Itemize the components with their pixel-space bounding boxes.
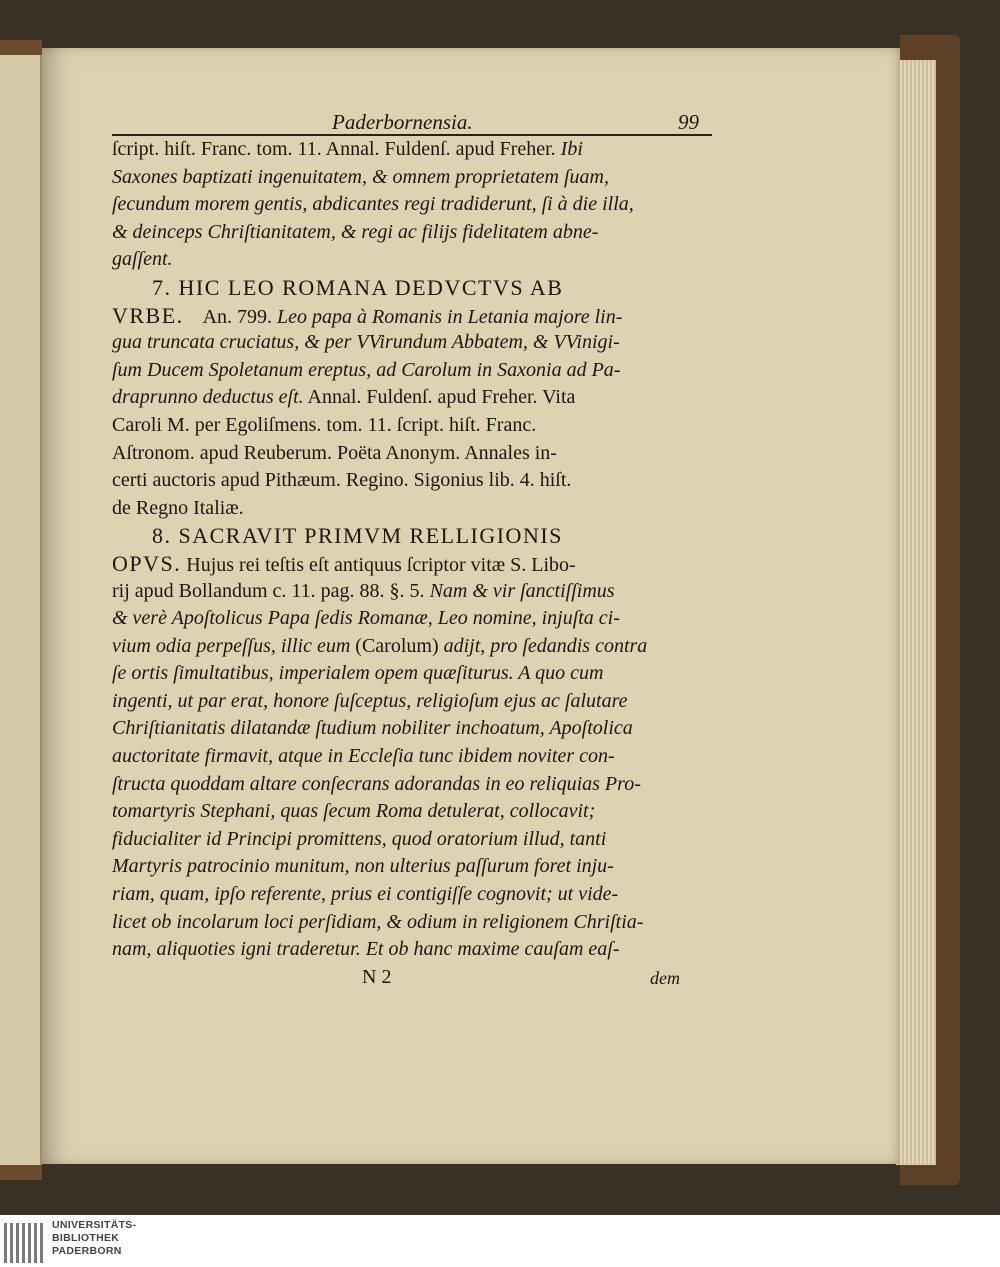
text-line: vium odia perpeſſus, illic eum (Carolum) adijt, pro ſedandis contra — [112, 634, 648, 657]
library-name-line-1: UNIVERSITÄTS- — [52, 1219, 137, 1231]
catchword: dem — [650, 967, 680, 988]
text-line: riam, quam, ipſo referente, prius ei contigiſſe cognovit; ut vide- — [112, 883, 619, 906]
text-line: rij apud Bollandum c. 11. pag. 88. §. 5. Nam & vir ſanctiſſimus — [112, 579, 615, 602]
text-line: ſtructa quoddam altare conſecrans adorandas in eo reliquias Pro- — [112, 772, 641, 795]
text-line: VRBE. An. 799. Leo papa à Romanis in Letania majore lin- — [112, 302, 623, 328]
text-line: Aſtronom. apud Reuberum. Poëta Anonym. Annales in- — [112, 441, 557, 464]
page-edges — [896, 60, 936, 1165]
library-name-line-2: BIBLIOTHEK — [52, 1232, 120, 1244]
text-line: ingenti, ut par erat, honore ſuſceptus, religioſum ejus ac ſalutare — [112, 689, 628, 712]
running-head: Paderbornensia. — [332, 110, 473, 134]
text-line: Saxones baptizati ingenuitatem, & omnem proprietatem ſuam, — [112, 165, 609, 188]
text-line: fiducialiter id Principi promittens, quod oratorium illud, tanti — [112, 827, 607, 850]
text-line: ſe ortis ſimultatibus, imperialem opem quæſiturus. A quo cum — [112, 662, 604, 685]
text-line: auctoritate firmavit, atque in Eccleſia tunc ibidem noviter con- — [112, 745, 615, 768]
text-line: & deinceps Chriſtianitatem, & regi ac filijs fidelitatem abne- — [112, 220, 599, 243]
text-line: OPVS. Hujus rei teſtis eſt antiquus ſcriptor vitæ S. Libo- — [112, 550, 576, 576]
library-name — [52, 1219, 136, 1258]
library-name-line-3: PADERBORN — [52, 1245, 122, 1257]
library-logo-icon — [0, 1219, 44, 1263]
text-line: ſcript. hiſt. Franc. tom. 11. Annal. Fuldenſ. apud Freher. Ibi — [112, 138, 583, 160]
library-footer — [0, 1215, 1000, 1267]
text-line: certi auctoris apud Pithæum. Regino. Sigonius lib. 4. hiſt. — [112, 469, 572, 492]
text-block — [112, 108, 712, 996]
text-line: licet ob incolarum loci perſidiam, & odium in religionem Chriſtia- — [112, 910, 644, 933]
previous-page-edge — [0, 55, 42, 1165]
text-line: Caroli M. per Egoliſmens. tom. 11. ſcript. hiſt. Franc. — [112, 413, 537, 436]
header-rule — [112, 134, 712, 136]
text-line: 8. SACRAVIT PRIMVM RELLIGIONIS — [152, 523, 563, 549]
text-line: Martyris patrocinio munitum, non ulterius paſſurum foret inju- — [112, 855, 614, 878]
text-line: 7. HIC LEO ROMANA DEDVCTVS AB — [152, 274, 564, 300]
text-line: nam, aliquoties igni traderetur. Et ob hanc maxime cauſam eaſ- — [112, 938, 620, 961]
text-line: ſecundum morem gentis, abdicantes regi tradiderunt, ſi à die illa, — [112, 193, 634, 216]
signature-mark: N 2 — [362, 965, 392, 988]
text-line: gua truncata cruciatus, & per VVirundum Abbatem, & VVinigi- — [112, 331, 620, 354]
text-line: ſum Ducem Spoletanum ereptus, ad Carolum in Saxonia ad Pa- — [112, 358, 621, 381]
text-line: de Regno Italiæ. — [112, 496, 244, 519]
page-footer — [112, 964, 712, 996]
text-line: gaſſent. — [112, 248, 173, 271]
text-line: & verè Apoſtolicus Papa ſedis Romanæ, Leo nomine, injuſta ci- — [112, 607, 620, 630]
text-line: tomartyris Stephani, quas ſecum Roma detulerat, collocavit; — [112, 800, 596, 823]
page-number: 99 — [678, 110, 699, 134]
body-text — [112, 136, 712, 964]
book-page — [42, 48, 900, 1164]
text-line: Chriſtianitatis dilatandæ ſtudium nobiliter inchoatum, Apoſtolica — [112, 717, 633, 740]
text-line: draprunno deductus eſt. Annal. Fuldenſ. apud Freher. Vita — [112, 386, 576, 409]
page-header — [112, 108, 712, 136]
